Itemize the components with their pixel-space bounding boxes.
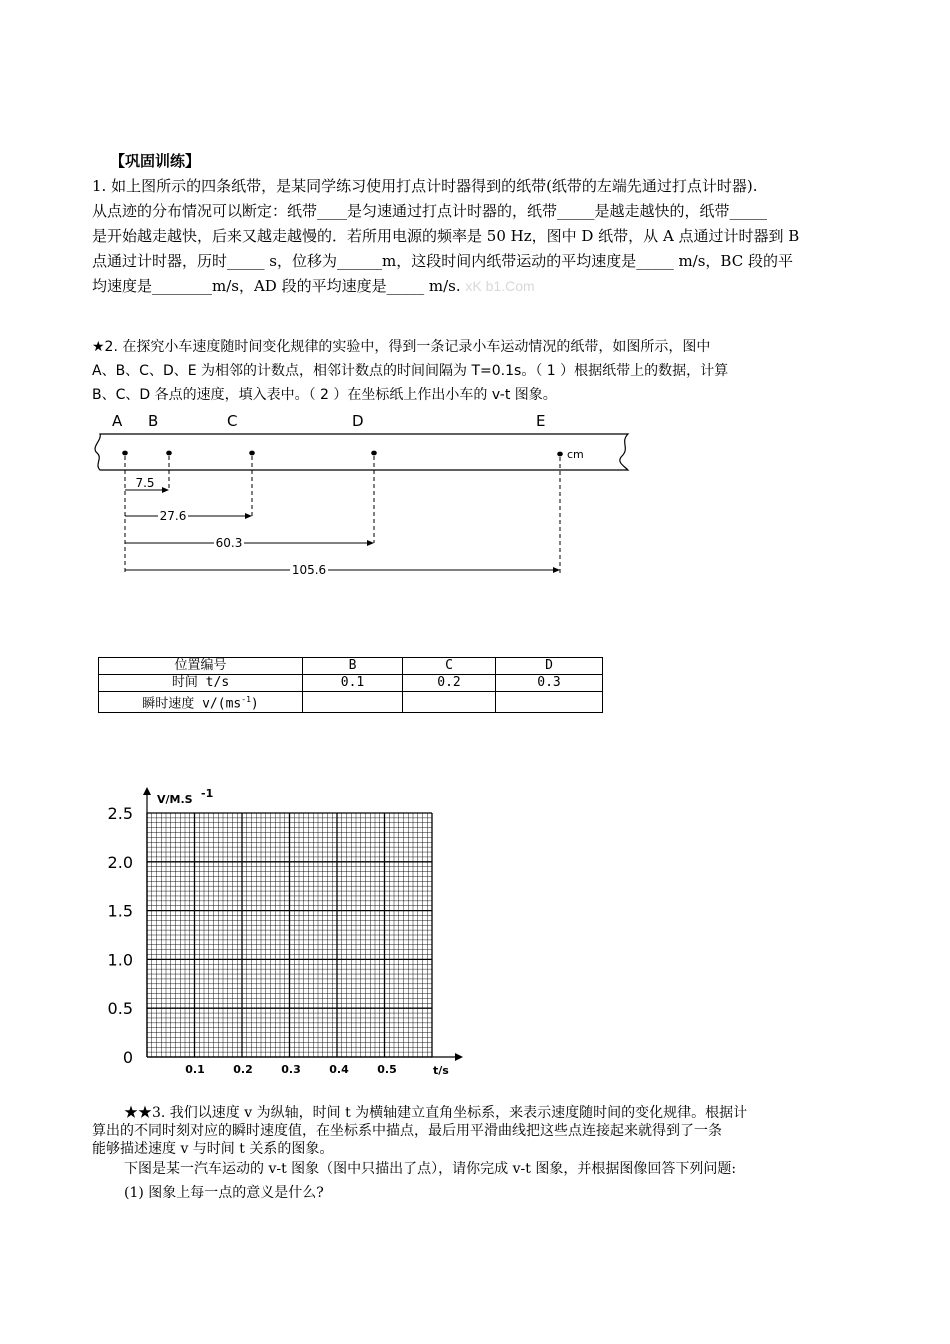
x-tick-label: 0.4: [329, 1063, 349, 1076]
table-row: [99, 675, 603, 692]
grid-lines: [147, 813, 432, 1057]
vt-graph-paper: [95, 785, 470, 1085]
q1-line-4: 点通过计时器，历时_____ s，位移为______m，这段时间内纸带运动的平均速度是_____ m/s，BC 段的平: [92, 252, 793, 270]
point-label-e: E: [536, 412, 546, 430]
distance-arrows: [125, 490, 556, 570]
q3-line-2: 算出的不同时刻对应的瞬时速度值，在坐标系中描点，最后用平滑曲线把这些点连接起来就得到了一条: [92, 1123, 722, 1139]
tape-outline: [95, 434, 628, 470]
velocity-label: 瞬时速度 v/(ms: [142, 696, 242, 712]
y-axis-label: V/M.S: [157, 793, 193, 806]
table-cell-empty[interactable]: [403, 692, 496, 713]
q3-line-1: ★★3. 我们以速度 v 为纵轴，时间 t 为横轴建立直角坐标系，来表示速度随时间的变化规律。根据计: [124, 1105, 748, 1121]
table-cell: C: [403, 658, 496, 675]
paper-tape-diagram: [90, 408, 650, 583]
q1-line-5-text: 均速度是________m/s，AD 段的平均速度是_____ m/s.: [92, 277, 461, 295]
q3-line-3: 能够描述速度 v 与时间 t 关系的图象。: [92, 1141, 334, 1157]
distance-ab: 7.5: [135, 476, 155, 490]
arrow-heads: [159, 487, 560, 573]
table-cell: D: [496, 658, 603, 675]
table-cell: 时间 t/s: [99, 675, 303, 692]
chart-axes: [143, 787, 463, 1061]
section-title: 【巩固训练】: [110, 152, 201, 170]
tape-unit: cm: [567, 448, 584, 461]
point-label-b: B: [148, 412, 159, 430]
q2-line-2: A、B、C、D、E 为相邻的计数点，相邻计数点的时间间隔为 T=0.1s。（ 1 ）根据纸带上的数据，计算: [92, 363, 729, 379]
point-label-c: C: [227, 412, 238, 430]
y-tick-label: 2.5: [107, 804, 133, 823]
y-tick-label: 2.0: [107, 852, 133, 872]
table-cell: 0.3: [496, 675, 603, 692]
tape-dot-e: [557, 452, 563, 457]
point-label-d: D: [352, 412, 364, 430]
q1-line-3: 是开始越走越快，后来又越走越慢的．若所用电源的频率是 50 Hz，图中 D 纸带，从 A 点通过计时器到 B: [92, 227, 800, 245]
q3-line-4: 下图是某一汽车运动的 v-t 图象（图中只描出了点），请你完成 v-t 图象，并根据图像回答下列问题:: [124, 1161, 737, 1177]
x-axis-label: t/s: [433, 1064, 449, 1077]
x-axis-arrow: [455, 1053, 463, 1061]
watermark: xK b1.Com: [465, 278, 535, 294]
tape-dot-c: [249, 451, 255, 456]
y-tick-label: 0.5: [107, 999, 133, 1019]
q3-line-5: (1) 图象上每一点的意义是什么?: [124, 1185, 324, 1201]
y-tick-label: 0: [122, 1048, 133, 1067]
q1-line-2: 从点迹的分布情况可以断定：纸带____是匀速通过打点计时器的，纸带_____是越走越快的，纸带_____: [92, 202, 768, 220]
dashed-guides: [125, 456, 560, 573]
table-row: [99, 658, 603, 675]
distance-ac: 27.6: [159, 509, 187, 523]
q1-line-1: 1. 如上图所示的四条纸带，是某同学练习使用打点计时器得到的纸带(纸带的左端先通过打点计时器).: [92, 177, 758, 195]
table-cell: 位置编号: [99, 658, 303, 675]
distance-ad: 60.3: [215, 536, 243, 550]
q2-line-1: ★2. 在探究小车速度随时间变化规律的实验中，得到一条记录小车运动情况的纸带，如图所示，图中: [92, 339, 711, 355]
table-cell-empty[interactable]: [496, 692, 603, 713]
tape-dot-d: [371, 451, 377, 456]
q2-line-3: B、C、D 各点的速度，填入表中。（ 2 ）在坐标纸上作出小车的 v-t 图象。: [92, 387, 557, 403]
distance-ae: 105.6: [291, 563, 327, 577]
table-cell: B: [303, 658, 403, 675]
x-tick-label: 0.2: [233, 1063, 253, 1076]
x-tick-label: 0.3: [281, 1063, 301, 1076]
y-axis-label-exp: -1: [201, 787, 214, 800]
table-cell: 0.1: [303, 675, 403, 692]
velocity-table: [98, 657, 603, 713]
y-axis-arrow: [143, 787, 151, 795]
table-cell: 0.2: [403, 675, 496, 692]
table-cell-velocity-label: [99, 692, 303, 713]
tape-dot-b: [166, 451, 172, 456]
point-label-a: A: [112, 412, 123, 430]
tape-dot-a: [122, 451, 128, 456]
x-tick-label: 0.1: [185, 1063, 205, 1076]
velocity-label-exp: -1: [241, 695, 251, 704]
velocity-label-close: ): [250, 696, 259, 712]
y-tick-label: 1.5: [107, 901, 133, 921]
x-tick-label: 0.5: [377, 1063, 397, 1076]
q1-line-5: [92, 275, 862, 298]
table-row: [99, 692, 603, 713]
table-cell-empty[interactable]: [303, 692, 403, 713]
y-tick-label: 1.0: [107, 950, 133, 970]
